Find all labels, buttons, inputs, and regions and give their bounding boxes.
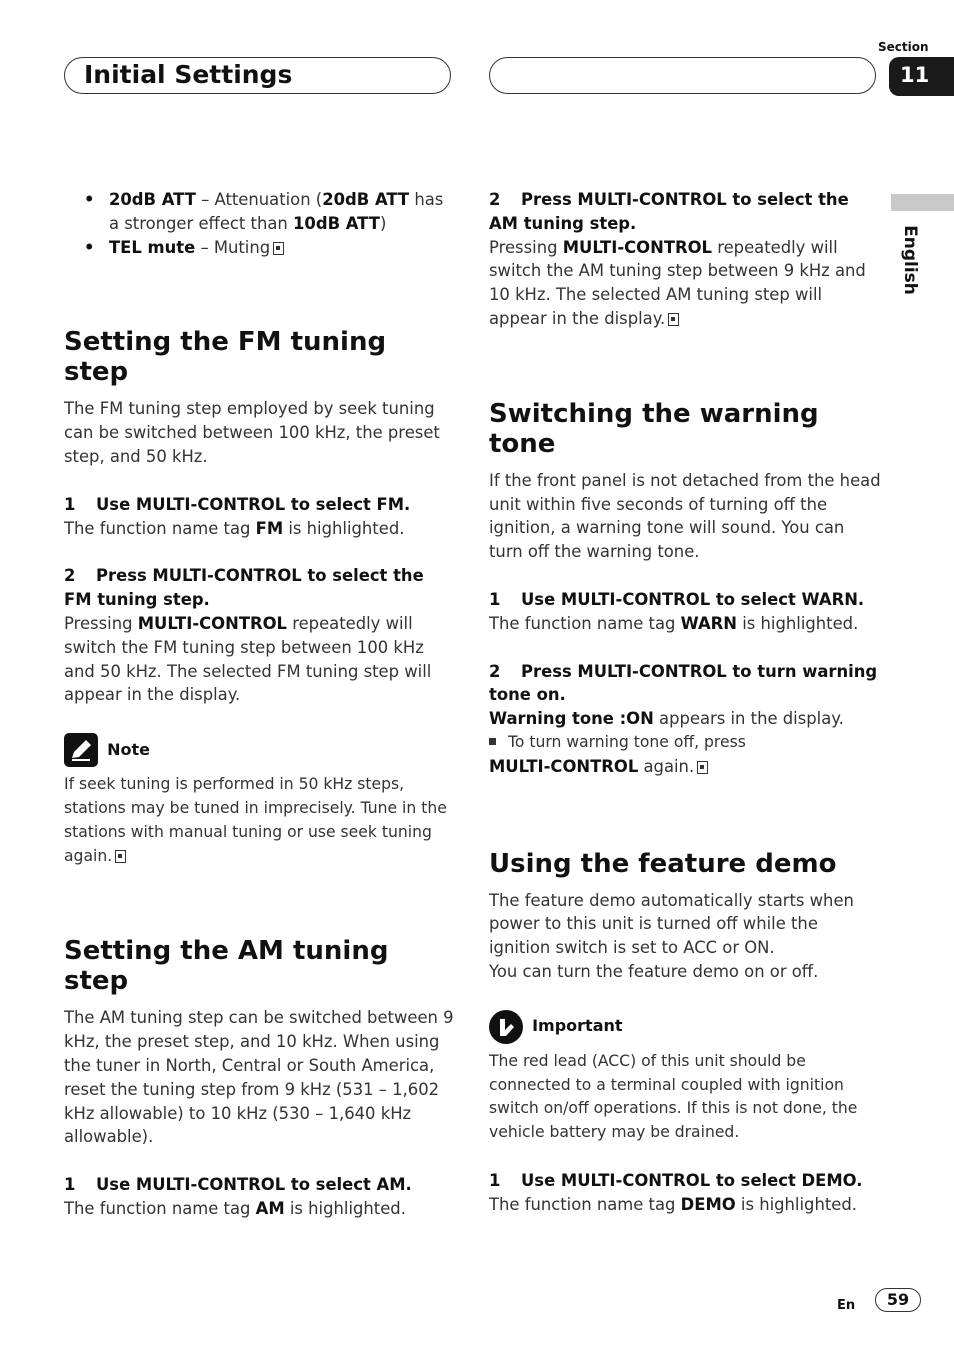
warning-step2-text: Warning tone :ON appears in the display. — [489, 709, 844, 729]
demo-section-heading: Using the feature demo — [489, 848, 837, 879]
demo-step1-title: 1 Use MULTI-CONTROL to select DEMO. — [489, 1170, 863, 1190]
warning-step2-title: 2 Press MULTI-CONTROL to turn warning tone on. — [489, 661, 878, 705]
list-item: • TEL mute – Muting — [64, 236, 456, 260]
fm-section-heading: Setting the FM tuning step — [64, 327, 387, 388]
fm-intro-text: The FM tuning step employed by seek tuning can be switched between 100 kHz, the preset step, and 50 kHz. — [64, 399, 440, 466]
end-mark-icon — [115, 850, 126, 863]
header-right-frame — [489, 57, 876, 94]
warning-step1-title: 1 Use MULTI-CONTROL to select WARN. — [489, 589, 865, 609]
fm-step1-text: The function name tag FM is highlighted. — [64, 518, 405, 538]
demo-intro-text-2: You can turn the feature demo on or off. — [489, 961, 819, 981]
warning-intro-text: If the front panel is not detached from the head unit within five seconds of turning off the ignition, a warning tone will sound. You can turn off the warning tone. — [489, 470, 881, 562]
section-label: Section — [878, 40, 929, 54]
page-header-title: Initial Settings — [84, 60, 293, 89]
attenuation-bullet-list — [64, 188, 456, 259]
warning-tip-cont: MULTI-CONTROL again. — [489, 755, 881, 779]
warning-step1-text: The function name tag WARN is highlighted. — [489, 613, 859, 633]
warning-section-heading: Switching the warning tone — [489, 398, 819, 459]
note-label: Note — [107, 739, 150, 759]
note-text: If seek tuning is performed in 50 kHz steps, stations may be tuned in imprecisely. Tune in the stations with manual tuning or use seek tuning again. — [64, 775, 447, 865]
am-step1-title: 1 Use MULTI-CONTROL to select AM. — [64, 1175, 412, 1195]
fm-step2-text: Pressing MULTI-CONTROL repeatedly will switch the FM tuning step between 100 kHz and 50 kHz. The selected FM tuning step will appear in the display. — [64, 613, 432, 705]
demo-intro-text: The feature demo automatically starts when power to this unit is turned off while the ignition switch is set to ACC or ON. — [489, 890, 854, 958]
language-label: English — [900, 225, 920, 295]
square-bullet-icon — [489, 738, 496, 745]
am-intro-text: The AM tuning step can be switched between 9 kHz, the preset step, and 10 kHz. When using the tuner in North, Central or South America, reset the tuning step from 9 kHz (531 – 1,602 kHz allowable) to 10 kHz (530 – 1,640 kHz allowable). — [64, 1008, 454, 1147]
fm-step2-title: 2 Press MULTI-CONTROL to select the FM tuning step. — [64, 566, 424, 610]
am-section-heading: Setting the AM tuning step — [64, 936, 389, 997]
demo-step1-text: The function name tag DEMO is highlighted. — [489, 1194, 857, 1214]
important-text: The red lead (ACC) of this unit should be connected to a terminal coupled with ignition switch on/off operations. If this is not done, the vehicle battery may be drained. — [489, 1051, 858, 1142]
language-tab-bar — [891, 194, 954, 211]
am-step1-text: The function name tag AM is highlighted. — [64, 1198, 406, 1218]
fm-step1-title: 1 Use MULTI-CONTROL to select FM. — [64, 494, 411, 514]
important-hand-icon — [489, 1010, 523, 1044]
list-item: • 20dB ATT – Attenuation (20dB ATT has a stronger effect than 10dB ATT) — [64, 188, 456, 236]
am-step2-text: Pressing MULTI-CONTROL repeatedly will switch the AM tuning step between 9 kHz and 10 kHz. The selected AM tuning step will appear in the display. — [489, 237, 866, 328]
warning-tip: To turn warning tone off, press — [489, 731, 881, 755]
section-number-tab: 11 — [889, 57, 954, 96]
end-mark-icon — [668, 313, 679, 326]
important-label: Important — [532, 1016, 623, 1036]
end-mark-icon — [273, 242, 284, 255]
footer-language: En — [837, 1298, 856, 1313]
end-mark-icon — [697, 761, 708, 774]
am-step2-title: 2 Press MULTI-CONTROL to select the AM tuning step. — [489, 190, 849, 233]
right-column — [489, 188, 881, 1217]
left-column — [64, 188, 456, 1221]
important-header — [489, 1010, 881, 1044]
note-pencil-icon — [64, 733, 98, 767]
page-number: 59 — [875, 1288, 921, 1312]
note-header — [64, 733, 456, 767]
